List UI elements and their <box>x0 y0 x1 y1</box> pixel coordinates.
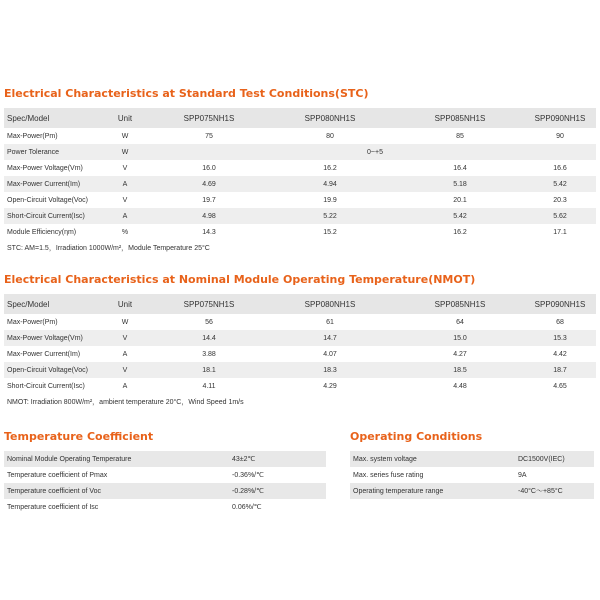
cell-value: 4.94 <box>264 176 396 192</box>
cell-value: 4.29 <box>323 382 337 390</box>
row-label: Max. series fuse rating <box>353 471 424 479</box>
table-row <box>4 362 596 378</box>
cell-value: 4.69 <box>154 176 264 192</box>
stc-header-row <box>4 108 596 128</box>
stc-header-model-1: SPP075NH1S <box>154 108 264 128</box>
stc-header-model-3: SPP085NH1S <box>396 108 524 128</box>
stc-section-title: Electrical Characteristics at Standard Test Conditions(STC) <box>4 87 369 100</box>
row-unit: A <box>96 208 154 224</box>
row-unit: A <box>96 176 154 192</box>
row-value: 9A <box>518 471 527 479</box>
row-label: Max-Power(Pm) <box>7 132 58 140</box>
nmot-header-model-3: SPP085NH1S <box>396 294 524 314</box>
row-unit: V <box>122 164 128 172</box>
cell-value: 5.18 <box>396 176 524 192</box>
table-row <box>4 208 596 224</box>
table-row <box>4 144 596 160</box>
row-value: DC1500V(IEC) <box>518 451 594 467</box>
cell-value: 16.2 <box>323 164 337 172</box>
cell-value: 5.42 <box>396 208 524 224</box>
cell-value: 4.42 <box>553 350 567 358</box>
row-unit: W <box>96 144 154 160</box>
table-row <box>350 451 594 467</box>
row-value: 0.06%/℃ <box>232 504 262 511</box>
row-unit: V <box>96 362 154 378</box>
row-unit: W <box>121 132 129 140</box>
row-unit: W <box>121 318 129 326</box>
row-unit: A <box>122 350 128 358</box>
cell-value: 16.0 <box>202 164 216 172</box>
cell-value: 19.7 <box>202 196 216 204</box>
cell-value: 20.1 <box>453 196 467 204</box>
cell-value: 16.6 <box>553 164 567 172</box>
nmot-header-row <box>4 294 596 314</box>
cell-value: 18.5 <box>396 362 524 378</box>
table-row <box>4 224 596 240</box>
table-row <box>350 467 594 483</box>
row-label: Open-Circuit Voltage(Voc) <box>7 196 88 204</box>
nmot-section-title: Electrical Characteristics at Nominal Module Operating Temperature(NMOT) <box>4 273 476 286</box>
cell-value: 16.2 <box>453 228 467 236</box>
stc-header-model-2: SPP080NH1S <box>264 108 396 128</box>
row-unit: % <box>121 228 129 236</box>
row-label: Short-Circuit Current(Isc) <box>4 208 96 224</box>
row-label: Temperature coefficient of Isc <box>7 503 99 511</box>
note-row <box>4 394 596 410</box>
row-label: Power Tolerance <box>4 144 96 160</box>
stc-table <box>4 108 596 256</box>
operating-conditions-title: Operating Conditions <box>350 430 483 443</box>
row-label: Max-Power(Pm) <box>7 318 58 326</box>
row-unit: A <box>122 382 128 390</box>
stc-header-unit: Unit <box>96 108 154 128</box>
row-label: Max-Power Current(Im) <box>4 176 96 192</box>
nmot-header-model-2: SPP080NH1S <box>264 294 396 314</box>
row-label: Open-Circuit Voltage(Voc) <box>4 362 96 378</box>
table-row <box>4 330 596 346</box>
table-row <box>350 483 594 499</box>
cell-value: 5.62 <box>524 208 596 224</box>
nmot-table <box>4 294 596 410</box>
row-label: Short-Circuit Current(Isc) <box>7 382 85 390</box>
cell-value: 17.1 <box>553 228 567 236</box>
cell-value: 56 <box>205 318 213 326</box>
cell-value: 85 <box>456 132 464 140</box>
table-row <box>4 128 596 144</box>
cell-value: 61 <box>326 318 334 326</box>
table-row <box>4 451 326 467</box>
row-label: Temperature coefficient of Pmax <box>7 471 108 479</box>
table-row <box>4 314 596 330</box>
cell-value: 5.22 <box>264 208 396 224</box>
row-value: -0.36%/℃ <box>232 472 264 479</box>
stc-note: STC: AM=1.5，Irradiation 1000W/m²，Module Temperature 25°C <box>4 240 596 256</box>
table-row <box>4 483 326 499</box>
row-label: Max-Power Current(Im) <box>7 350 81 358</box>
cell-value: 15.2 <box>323 228 337 236</box>
cell-value: 18.7 <box>524 362 596 378</box>
temp-coeff-table <box>4 451 326 515</box>
cell-value: 4.11 <box>202 382 216 390</box>
operating-conditions-table <box>350 451 594 499</box>
cell-value: 80 <box>326 132 334 140</box>
cell-value: 5.42 <box>524 176 596 192</box>
cell-value: 75 <box>205 132 213 140</box>
cell-value: 18.1 <box>154 362 264 378</box>
row-unit: V <box>96 330 154 346</box>
cell-value: 4.07 <box>323 350 337 358</box>
row-label: Max. system voltage <box>350 451 518 467</box>
row-label: Operating temperature range <box>350 483 518 499</box>
cell-value: 16.4 <box>453 164 467 172</box>
table-row <box>4 378 596 394</box>
cell-value: 15.3 <box>524 330 596 346</box>
table-row <box>4 467 326 483</box>
cell-value: 14.4 <box>154 330 264 346</box>
cell-value: 18.3 <box>264 362 396 378</box>
cell-value: 3.88 <box>202 350 216 358</box>
row-label: Module Efficiency(ηm) <box>7 228 77 236</box>
cell-value: 14.7 <box>264 330 396 346</box>
table-row <box>4 499 326 515</box>
note-row <box>4 240 596 256</box>
cell-value: 15.0 <box>396 330 524 346</box>
cell-value: 64 <box>456 318 464 326</box>
row-value: -0.28%/℃ <box>232 483 326 499</box>
table-row <box>4 176 596 192</box>
row-value: 43±2℃ <box>232 451 326 467</box>
table-row <box>4 192 596 208</box>
cell-value: 68 <box>556 318 564 326</box>
table-row <box>4 346 596 362</box>
cell-value: 4.27 <box>453 350 467 358</box>
cell-value-span: 0~+5 <box>154 144 596 160</box>
nmot-header-unit: Unit <box>96 294 154 314</box>
cell-value: 4.65 <box>553 382 567 390</box>
row-label: Nominal Module Operating Temperature <box>4 451 232 467</box>
row-value: -40°C～+85°C <box>518 483 594 499</box>
row-label: Max-Power Voltage(Vm) <box>7 164 83 172</box>
table-row <box>4 160 596 176</box>
stc-header-model-4: SPP090NH1S <box>524 108 596 128</box>
row-label: Max-Power Voltage(Vm) <box>4 330 96 346</box>
nmot-header-model-1: SPP075NH1S <box>154 294 264 314</box>
cell-value: 14.3 <box>202 228 216 236</box>
cell-value: 19.9 <box>323 196 337 204</box>
row-label: Temperature coefficient of Voc <box>4 483 232 499</box>
nmot-header-spec: Spec/Model <box>4 294 96 314</box>
stc-header-spec: Spec/Model <box>4 108 96 128</box>
cell-value: 20.3 <box>553 196 567 204</box>
cell-value: 90 <box>556 132 564 140</box>
nmot-header-model-4: SPP090NH1S <box>524 294 596 314</box>
row-unit: V <box>122 196 128 204</box>
temp-coeff-title: Temperature Coefficient <box>4 430 154 443</box>
cell-value: 4.48 <box>453 382 467 390</box>
nmot-note: NMOT: Irradiation 800W/m²，ambient temperature 20°C，Wind Speed 1m/s <box>4 394 596 410</box>
cell-value: 4.98 <box>154 208 264 224</box>
